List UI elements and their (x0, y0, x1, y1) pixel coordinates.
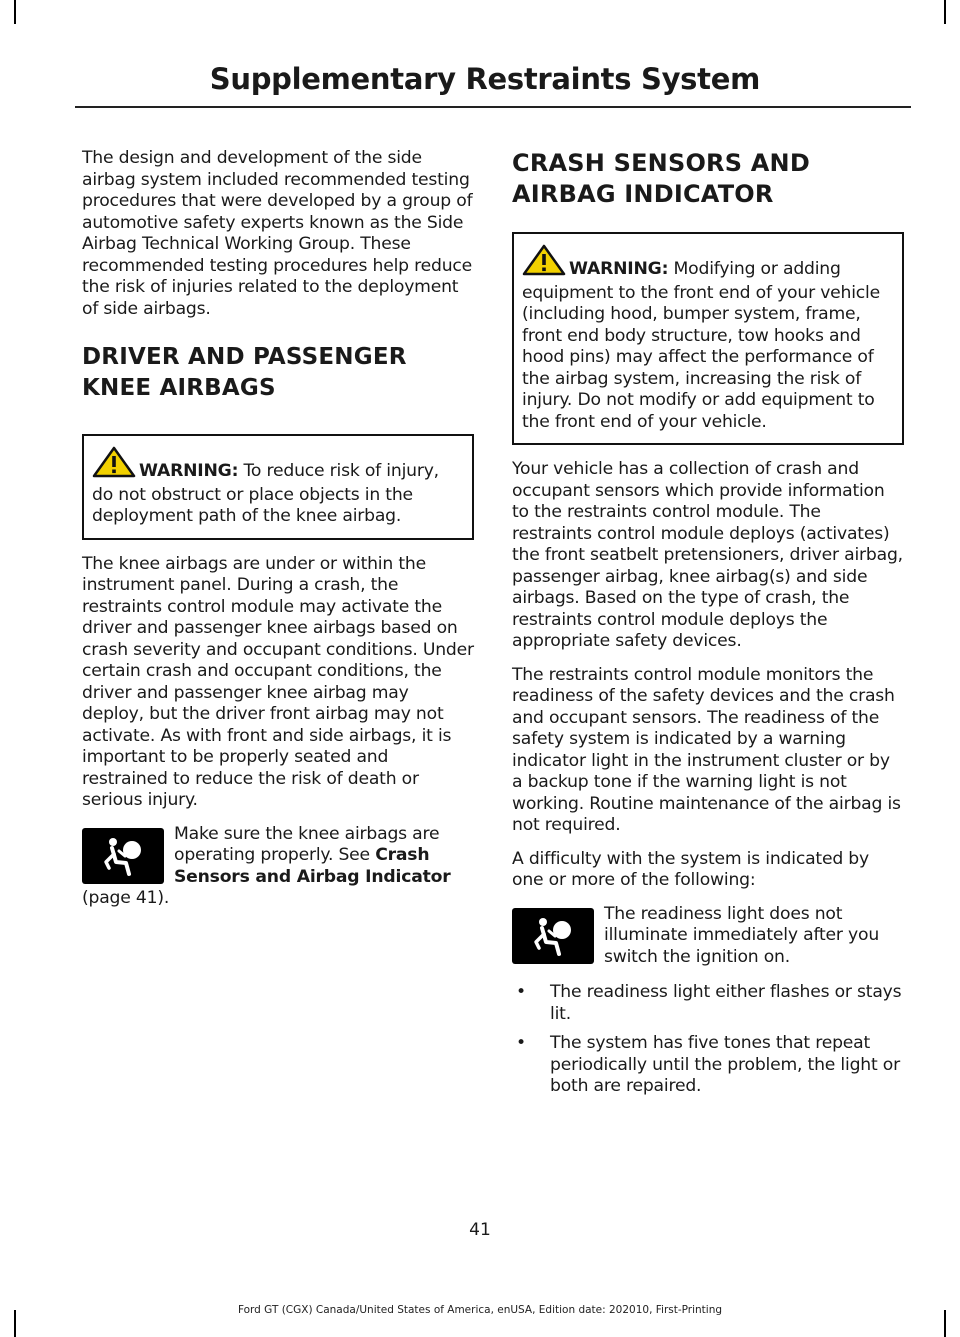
knee-airbag-paragraph: The knee airbags are under or within the instrument panel. During a crash, the restraints control module may activate the driver and passenger knee airbags based on crash severity and occupant conditions. Under certain crash and occupant conditions, the driver and passenger knee airbag may deploy, but the driver front airbag may not activate. As with front and side airbags, it is important to be properly seated and restrained to reduce the risk of death or serious injury. (82, 553, 474, 810)
warning-box-knee-airbag (82, 434, 474, 540)
warning-label: WARNING: (569, 259, 669, 279)
page-header-title: Supplementary Restraints System (209, 62, 760, 96)
section-title-line: CRASH SENSORS AND (512, 149, 810, 177)
warning-text: To reduce risk of injury, do not obstruct or place objects in the deployment path of the knee airbag. (92, 461, 439, 526)
intro-paragraph: The design and development of the side airbag system included recommended testing procedures that were developed by a group of automotive safety experts known as the Side Airbag Technical Working Group. These recommended testing procedures help reduce the risk of injuries related to the deployment of side airbags. (82, 148, 473, 319)
icon-paragraph-text: Make sure the knee airbags are operating properly. See (174, 823, 440, 865)
warning-box-front-end (512, 232, 904, 445)
crop-mark (14, 0, 16, 24)
left-column (82, 148, 474, 922)
footer-edition-text: Ford GT (CGX) Canada/United States of America, enUSA, Edition date: 202010, First-Printing (237, 1304, 723, 1316)
page-number: 41 (469, 1220, 491, 1240)
airbag-warning-icon (512, 908, 594, 964)
section-title-line: DRIVER AND PASSENGER (82, 344, 407, 370)
list-item-text: The readiness light either flashes or stays lit. (550, 982, 902, 1024)
crop-mark (944, 0, 946, 24)
header-divider (75, 106, 911, 108)
warning-text: Modifying or adding equipment to the front end of your vehicle (including hood, bumper system, frame, front end body structure, tow hooks and hood pins) may affect the performance of the airbag system, increasing the risk of injury. Do not modify or add equipment to the front end of your vehicle. (522, 259, 881, 432)
section-title-crash-sensors (512, 148, 904, 210)
warning-triangle-icon (522, 244, 566, 283)
warning-label: WARNING: (139, 461, 239, 481)
warning-triangle-icon (92, 446, 136, 485)
crash-sensors-paragraph: Your vehicle has a collection of crash and occupant sensors which provide information to the restraints control module. The restraints control module deploys (activates) the front seatbelt pretensioners, driver airbag, passenger airbag, knee airbag(s) and side airbags. Based on the type of crash, the restraints control module deploys the appropriate safety devices. (512, 459, 903, 651)
bullet-icon: • (516, 982, 526, 1002)
page-reference: (page 41). (82, 888, 170, 908)
monitor-paragraph: The restraints control module monitors the readiness of the safety devices and the crash and occupant sensors. The readiness of the safety system is indicated by a warning indicator light in the instrument cluster or by a backup tone if the warning light is not working. Routine maintenance of the airbag is not required. (512, 664, 901, 835)
symptom-list (512, 982, 904, 1098)
icon-paragraph-text: The readiness light does not illuminate immediately after you switch the ignition on. (604, 903, 880, 967)
icon-paragraph (512, 904, 904, 969)
airbag-warning-icon (82, 828, 164, 884)
cross-reference-link[interactable]: Crash Sensors and Airbag Indicator (174, 845, 451, 887)
bullet-icon: • (516, 1033, 526, 1053)
section-title-knee-airbags (82, 342, 474, 404)
list-item-text: The system has five tones that repeat periodically until the problem, the light or both are repaired. (550, 1033, 900, 1096)
right-column (512, 148, 904, 1106)
difficulty-paragraph: A difficulty with the system is indicated by one or more of the following: (512, 848, 869, 890)
icon-paragraph (82, 824, 474, 910)
section-title-line: KNEE AIRBAGS (82, 375, 276, 401)
list-item (512, 1033, 904, 1098)
list-item (512, 982, 904, 1025)
section-title-line: AIRBAG INDICATOR (512, 180, 774, 208)
